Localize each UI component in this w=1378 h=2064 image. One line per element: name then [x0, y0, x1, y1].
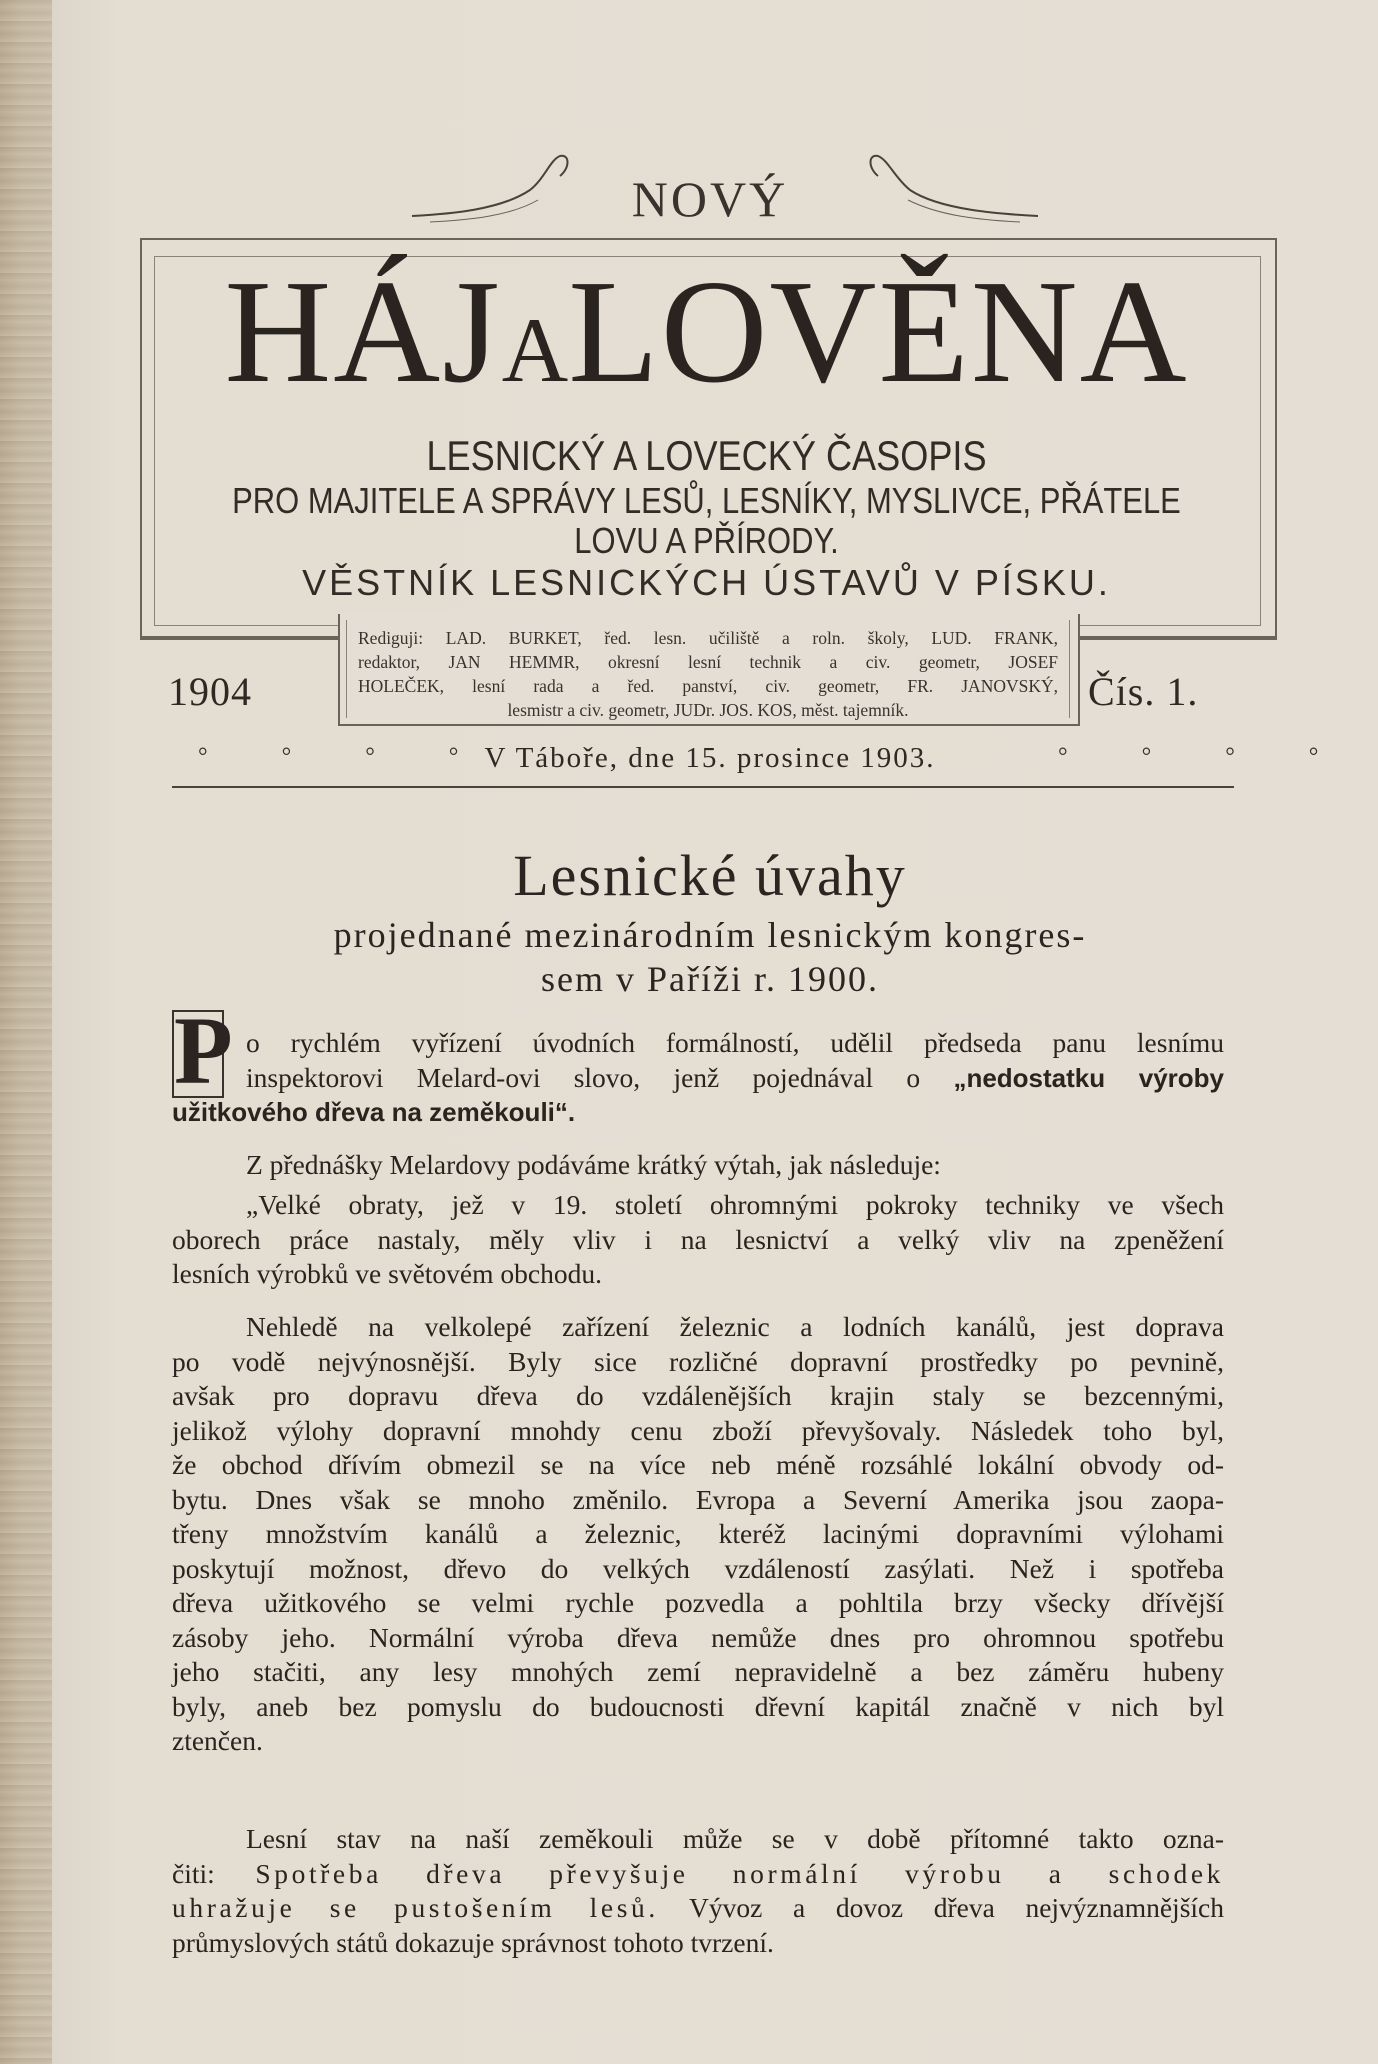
p4-line-9: dřeva užitkového se velmi rychle pozvedla a pohltila brzy všecky dřívější — [172, 1587, 1224, 1618]
masthead-subtitle-2: PRO MAJITELE A SPRÁVY LESŮ, LESNÍKY, MYSLIVCE, PŘÁTELE — [232, 480, 1181, 521]
left-ornament-icon — [410, 150, 570, 230]
p4-line-5: že obchod dřívím obmezil se na více neb méně rozsáhlé lokální obvody od- — [172, 1449, 1224, 1480]
dots-left: ° ° ° ° — [198, 744, 493, 770]
p3-line-2: oborech práce nastaly, měly vliv i na lesnictví a velký vliv na zpeněžení — [172, 1223, 1224, 1255]
masthead-title — [150, 250, 1263, 414]
p5-line-3-spaced: uhražuje se pustošením lesů. — [172, 1892, 659, 1923]
paragraph-5 — [172, 1822, 1224, 1960]
p4-line-11: jeho stačiti, any lesy mnohých zemí nepravidelně a bez záměru hubeny — [172, 1656, 1224, 1687]
editors-line-3: HOLEČEK, lesní rada a řed. panství, civ. geometr, FR. JANOVSKÝ, — [358, 676, 1058, 696]
p4-line-4: jelikož výlohy dopravní mnohdy cenu zboží převyšovaly. Následek toho byl, — [172, 1414, 1224, 1446]
editors-line-2: redaktor, JAN HEMMR, okresní lesní technik a civ. geometr, JOSEF — [358, 652, 1058, 672]
p2-line-1: Z přednášky Melardovy podáváme krátký výtah, jak následuje: — [246, 1149, 941, 1180]
p3-line-3: lesních výrobků ve světovém obchodu. — [172, 1258, 602, 1289]
year: 1904 — [168, 669, 252, 714]
paragraph-4 — [172, 1310, 1224, 1759]
left-rule — [140, 636, 338, 638]
article-subhead-1: projednané mezinárodním lesnickým kongres- — [333, 915, 1087, 955]
masthead-subtitle-4: VĚSTNÍK LESNICKÝCH ÚSTAVŮ V PÍSKU. — [302, 562, 1111, 603]
paragraph-2 — [246, 1148, 1224, 1183]
right-rule — [1076, 636, 1275, 638]
masthead-subtitle-3: LOVU A PŘÍRODY. — [574, 520, 839, 561]
p4-line-7: třeny množstvím kanálů a železnic, kteréž lacinými dopravními výlohami — [172, 1518, 1224, 1549]
p1-line-3: užitkového dřeva na zeměkouli“. — [172, 1097, 576, 1127]
paper-edge-wear — [0, 0, 52, 2064]
p4-line-3: avšak pro dopravu dřeva do vzdálenějších krajin staly se bezcennými, — [172, 1380, 1224, 1411]
p5-line-2-text: čiti: — [172, 1857, 256, 1889]
paragraph-1-lines-1-2 — [246, 1026, 1224, 1095]
title-part-haj: HÁJ — [224, 250, 502, 414]
p4-line-8: poskytují možnost, dřevo do velkých vzdáleností zasýlati. Než i spotřeba — [172, 1552, 1224, 1584]
p5-line-2-spaced: Spotřeba dřeva převyšuje normální výrobu a schodek — [255, 1857, 1224, 1889]
p3-line-1: „Velké obraty, jež v 19. století ohromnými pokroky techniky ve všech — [246, 1189, 1224, 1220]
paragraph-3 — [172, 1188, 1224, 1292]
right-ornament-icon — [860, 150, 1040, 230]
title-part-a: A — [501, 299, 569, 401]
p1-line-1: o rychlém vyřízení úvodních formálností, udělil předseda panu lesnímu — [246, 1027, 1224, 1058]
p5-line-4: průmyslových států dokazuje správnost tohoto tvrzení. — [172, 1926, 774, 1958]
p5-line-3-text: Vývoz a dovoz dřeva nejvýznamnějších — [658, 1892, 1225, 1923]
paragraph-1-line-3 — [172, 1095, 1224, 1130]
editors-line-1: Rediguji: LAD. BURKET, řed. lesn. učiliště a roln. školy, LUD. FRANK, — [358, 628, 1058, 648]
p4-line-12: byly, aneb bez pomyslu do budoucnosti dřevní kapitál značně v nich byl — [172, 1690, 1224, 1722]
masthead-pretitle: NOVÝ — [631, 171, 789, 227]
issue-number: Čís. 1. — [1088, 669, 1199, 714]
p4-line-2: po vodě nejvýnosnější. Byly sice rozličné dopravní prostředky po pevnině, — [172, 1345, 1224, 1377]
p5-line-3 — [172, 1891, 1224, 1926]
title-part-lovena: LOVĚNA — [568, 250, 1189, 414]
p4-line-6: bytu. Dnes však se mnoho změnilo. Evropa a Severní Amerika jsou zaopa- — [172, 1483, 1224, 1515]
p4-line-10: zásoby jeho. Normální výroba dřeva nemůže dnes pro ohromnou spotřebu — [172, 1621, 1224, 1653]
article-headline: Lesnické úvahy — [513, 843, 907, 908]
article-subhead-2: sem v Paříži r. 1900. — [541, 959, 879, 999]
editors-text — [358, 626, 1058, 722]
dateline: V Táboře, dne 15. prosince 1903. — [484, 742, 936, 774]
drop-cap: P — [174, 997, 233, 1104]
p1-line-2-text: inspektorovi Melard-ovi slovo, jenž pojednával o — [246, 1061, 954, 1093]
p4-line-13: ztenčen. — [172, 1725, 263, 1756]
dots-right: ° ° ° ° — [1058, 744, 1353, 770]
dateline-rule — [172, 786, 1234, 788]
p5-line-2 — [172, 1857, 1224, 1892]
p5-line-1: Lesní stav na naší zeměkouli může se v době přítomné takto ozna- — [246, 1823, 1224, 1854]
editors-line-4: lesmistr a civ. geometr, JUDr. JOS. KOS, měst. tajemník. — [507, 700, 909, 720]
p1-line-2-bold: „nedostatku výroby — [953, 1062, 1224, 1093]
masthead-subtitle-1: LESNICKÝ A LOVECKÝ ČASOPIS — [426, 432, 987, 479]
p1-line-2 — [246, 1061, 1224, 1096]
p4-line-1: Nehledě na velkolepé zařízení železnic a lodních kanálů, jest doprava — [246, 1311, 1224, 1342]
